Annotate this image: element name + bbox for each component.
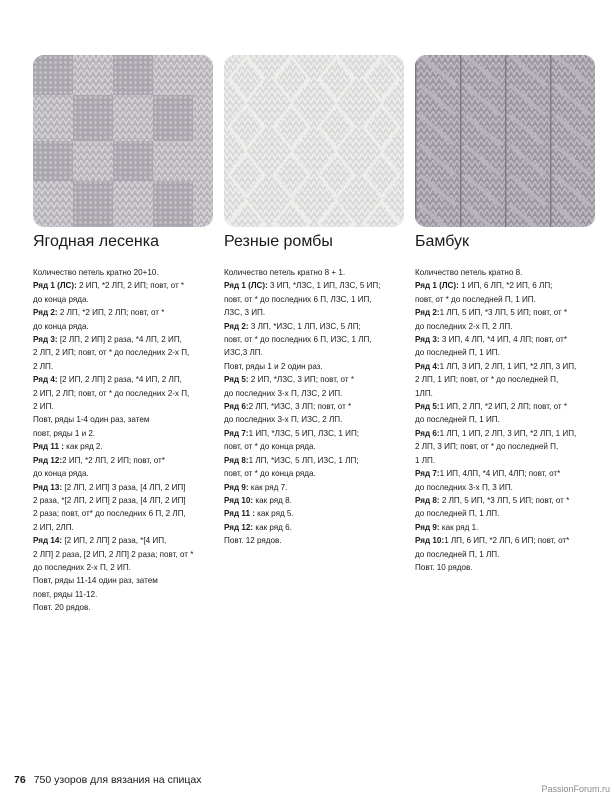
instruction-line [415, 440, 605, 453]
row-label: Ряд 8: [415, 495, 440, 505]
row-text: 1 ИП, 2 ЛП, *2 ИП, 2 ЛП; повт, от * [439, 402, 568, 412]
pattern-title: Ягодная лесенка [33, 233, 159, 250]
row-label: Ряд 1 (ЛС): [224, 281, 268, 291]
row-text: 2 ЛП, *ИЗС, 3 ЛП; повт, от * [248, 402, 352, 412]
row-label: Ряд 1 (ЛС): [415, 281, 459, 291]
swatch-photo-carved-diamonds [224, 55, 404, 227]
row-text: ЛЗС, 3 ИП. [224, 308, 266, 318]
row-text: 3 ЛП, *ИЗС, 1 ЛП, ИЗС, 5 ЛП; [248, 321, 361, 331]
instruction-line [33, 440, 223, 453]
instruction-line [224, 293, 414, 306]
instruction-line [224, 507, 414, 520]
row-text: [2 ИП, 2 ЛП] 2 раза, *[4 ИП, [62, 536, 167, 546]
row-text: 1 ЛП. [415, 455, 436, 465]
instruction-line [33, 293, 223, 306]
row-text: как ряд 2. [63, 442, 103, 452]
instruction-line [33, 427, 223, 440]
row-text: 1 ИП, 4ЛП, *4 ИП, 4ЛП; повт, от* [439, 469, 561, 479]
row-label: Ряд 11 : [224, 509, 255, 519]
instruction-line [224, 481, 414, 494]
row-text: как ряд 5. [254, 509, 294, 519]
instruction-line [224, 306, 414, 319]
row-text: как ряд 7. [248, 482, 288, 492]
instruction-line [224, 521, 414, 534]
row-text: как ряд 1. [439, 522, 479, 532]
row-label: Ряд 3: [33, 335, 58, 345]
row-label: Ряд 2: [415, 308, 440, 318]
row-text: повт, от * до конца ряда. [224, 442, 316, 452]
row-label: Ряд 4: [33, 375, 58, 385]
row-text: 1 ИП, 6 ЛП, *2 ИП, 6 ЛП; [458, 281, 553, 291]
row-text: повт, от * до последних 6 П, ЛЗС, 1 ИП, [224, 294, 372, 304]
row-label: Ряд 5: [224, 375, 249, 385]
row-text: Повт, ряды 1-4 один раз, затем [33, 415, 150, 425]
row-text: 2 ЛП, 3 ИП; повт, от * до последней П, [415, 442, 559, 452]
row-text: 2 раза; повт, от* до последних 6 П, 2 ЛП, [33, 509, 186, 519]
row-text: 1 ЛП, 3 ИП, 2 ЛП, 1 ИП, *2 ЛП, 3 ИП, [439, 361, 577, 371]
row-label: Ряд 6: [415, 428, 440, 438]
instruction-line [224, 494, 414, 507]
instruction-line [224, 320, 414, 333]
swatch-photo-bamboo [415, 55, 595, 227]
row-text: 2 ИП, 2 ЛП; повт, от * до последних 2-х П, [33, 388, 190, 398]
row-text: Повт, ряды 1 и 2 один раз. [224, 361, 323, 371]
row-label: Ряд 8: [224, 455, 249, 465]
page-number: 76 [14, 774, 26, 786]
instruction-line [224, 360, 414, 373]
pattern-instructions [415, 266, 605, 574]
book-title: 750 узоров для вязания на спицах [33, 774, 202, 786]
instruction-line [33, 481, 223, 494]
instruction-line [33, 413, 223, 426]
instruction-line [33, 534, 223, 547]
row-label: Ряд 5: [415, 402, 440, 412]
row-text: Количество петель кратно 8 + 1. [224, 268, 346, 277]
row-label: Ряд 12: [33, 455, 63, 465]
instruction-line [33, 507, 223, 520]
instruction-line [224, 454, 414, 467]
row-text: 1 ЛП, *ИЗС, 5 ЛП, ИЗС, 1 ЛП; [248, 455, 359, 465]
instruction-line [415, 534, 605, 547]
instruction-line [33, 574, 223, 587]
instruction-line [224, 440, 414, 453]
row-text: 1 ЛП, 6 ИП, *2 ЛП, 6 ИП; повт, от* [444, 536, 570, 546]
instruction-line [415, 400, 605, 413]
row-text: до последней П, 1 ЛП. [415, 549, 500, 559]
row-text: повт, ряды 11-12. [33, 589, 98, 599]
row-text: [2 ЛП, 2 ИП] 2 раза, *4 ЛП, 2 ИП, [57, 335, 182, 345]
instruction-line [415, 320, 605, 333]
row-text: [2 ЛП, 2 ИП] 3 раза, [4 ЛП, 2 ИП] [62, 482, 186, 492]
row-text: до конца ряда. [33, 321, 89, 331]
instruction-line [33, 454, 223, 467]
row-text: как ряд 6. [253, 522, 292, 532]
row-text: 2 ИП, *2 ЛП, 2 ИП; повт, от * [76, 281, 185, 291]
row-text: 2 ЛП, 1 ИП; повт, от * до последней П, [415, 375, 559, 385]
instruction-line [415, 387, 605, 400]
instruction-line [33, 320, 223, 333]
row-text: [2 ИП, 2 ЛП] 2 раза, *4 ИП, 2 ЛП, [57, 375, 182, 385]
instruction-line [33, 373, 223, 386]
instruction-line [415, 561, 605, 574]
row-text: до последних 3-х П, ИЗС, 2 ЛП. [224, 415, 343, 425]
instruction-line [224, 413, 414, 426]
instruction-line [415, 481, 605, 494]
row-text: 2 ЛП, 2 ИП; повт, от * до последних 2-х П, [33, 348, 190, 358]
row-text: 2 ИП, *2 ЛП, 2 ИП; повт, от* [62, 455, 165, 465]
watermark: PassionForum.ru [541, 784, 610, 794]
instruction-line [224, 387, 414, 400]
pattern-instructions [224, 266, 414, 548]
row-text: Повт, ряды 11-14 один раз, затем [33, 576, 158, 586]
row-text: 2 ИП, 2ЛП. [33, 522, 74, 532]
instruction-line [415, 427, 605, 440]
row-text: ИЗС,3 ЛП. [224, 348, 263, 358]
instruction-line [33, 306, 223, 319]
instruction-line [415, 333, 605, 346]
row-label: Ряд 2: [224, 321, 249, 331]
row-label: Ряд 9: [415, 522, 440, 532]
row-text: до последней П, 1 ЛП. [415, 509, 500, 519]
instruction-line [33, 333, 223, 346]
row-label: Ряд 9: [224, 482, 249, 492]
instruction-line [415, 454, 605, 467]
row-text: как ряд 8. [253, 495, 292, 505]
row-text: 2 ЛП. [33, 361, 54, 371]
instruction-line [33, 548, 223, 561]
instruction-line [224, 279, 414, 292]
instruction-line [224, 346, 414, 359]
instruction-line [415, 521, 605, 534]
instruction-line [415, 266, 605, 279]
instruction-line [415, 293, 605, 306]
row-text: 1ЛП. [415, 388, 433, 398]
instruction-line [415, 494, 605, 507]
row-label: Ряд 4: [415, 361, 440, 371]
row-label: Ряд 10: [224, 495, 254, 505]
row-label: Ряд 12: [224, 522, 254, 532]
row-label: Ряд 2: [33, 308, 58, 318]
row-text: до последней П, 1 ИП. [415, 348, 500, 358]
row-text: 2 ЛП] 2 раза, [2 ИП, 2 ЛП] 2 раза; повт, от * [33, 549, 194, 559]
instruction-line [33, 400, 223, 413]
instruction-line [224, 534, 414, 547]
instruction-line [33, 387, 223, 400]
row-text: 2 ЛП, 5 ИП, *3 ЛП, 5 ИП; повт, от * [439, 495, 570, 505]
row-label: Ряд 7: [415, 469, 440, 479]
instruction-line [415, 413, 605, 426]
row-text: 3 ИП, *ЛЗС, 1 ИП, ЛЗС, 5 ИП; [267, 281, 381, 291]
row-label: Ряд 10: [415, 536, 445, 546]
instruction-line [33, 279, 223, 292]
row-text: повт, ряды 1 и 2. [33, 428, 96, 438]
instruction-line [224, 400, 414, 413]
row-text: 2 ИП, *ЛЗС, 3 ИП; повт, от * [248, 375, 354, 385]
pattern-column-berry-ladder [33, 232, 223, 615]
row-text: повт, от * до конца ряда. [224, 469, 316, 479]
row-text: повт, от * до последней П, 1 ИП. [415, 294, 536, 304]
row-text: 2 ИП. [33, 402, 54, 412]
instruction-line [415, 346, 605, 359]
instruction-line [33, 601, 223, 614]
instruction-line [224, 266, 414, 279]
row-text: 2 ЛП, *2 ИП, 2 ЛП; повт, от * [57, 308, 165, 318]
row-text: до последних 2-х П, 2 ЛП. [415, 321, 513, 331]
instruction-line [33, 494, 223, 507]
row-text: до последних 2-х П, 2 ИП. [33, 562, 131, 572]
pattern-instructions [33, 266, 223, 615]
row-label: Ряд 11 : [33, 442, 64, 452]
instruction-line [415, 360, 605, 373]
page-footer [14, 774, 201, 786]
pattern-title: Резные ромбы [224, 233, 333, 250]
row-text: 3 ИП, 4 ЛП, *4 ИП, 4 ЛП; повт, от* [439, 335, 568, 345]
pattern-column-bamboo [415, 232, 605, 574]
row-text: до конца ряда. [33, 469, 89, 479]
row-label: Ряд 14: [33, 536, 63, 546]
instruction-line [33, 561, 223, 574]
row-text: 1 ИП, *ЛЗС, 5 ИП, ЛЗС, 1 ИП; [248, 428, 360, 438]
instruction-line [33, 360, 223, 373]
row-text: до последней П, 1 ИП. [415, 415, 500, 425]
row-text: до последних 3-х П, 3 ИП. [415, 482, 513, 492]
row-text: повт, от * до последних 6 П, ИЗС, 1 ЛП, [224, 335, 372, 345]
instruction-line [415, 306, 605, 319]
instruction-line [415, 467, 605, 480]
instruction-line [224, 373, 414, 386]
row-label: Ряд 1 (ЛС): [33, 281, 77, 291]
instruction-line [33, 346, 223, 359]
row-text: до последних 3-х П, ЛЗС, 2 ИП. [224, 388, 343, 398]
instruction-line [33, 467, 223, 480]
instruction-line [415, 548, 605, 561]
row-label: Ряд 3: [415, 335, 440, 345]
instruction-line [33, 588, 223, 601]
row-text: до конца ряда. [33, 294, 89, 304]
row-text: Повт. 10 рядов. [415, 562, 473, 572]
instruction-line [415, 279, 605, 292]
swatch-photo-berry-ladder [33, 55, 213, 227]
row-text: 2 раза, *[2 ЛП, 2 ИП] 2 раза, [4 ЛП, 2 ИП] [33, 495, 186, 505]
instruction-line [33, 266, 223, 279]
instruction-line [224, 333, 414, 346]
instruction-line [415, 373, 605, 386]
row-label: Ряд 6: [224, 402, 249, 412]
pattern-column-carved-diamonds [224, 232, 414, 548]
row-text: 1 ЛП, 5 ИП, *3 ЛП, 5 ИП; повт, от * [439, 308, 568, 318]
row-text: Повт. 12 рядов. [224, 536, 282, 546]
row-label: Ряд 7: [224, 428, 249, 438]
row-label: Ряд 13: [33, 482, 63, 492]
instruction-line [33, 521, 223, 534]
instruction-line [224, 427, 414, 440]
instruction-line [224, 467, 414, 480]
row-text: 1 ЛП, 1 ИП, 2 ЛП, 3 ИП, *2 ЛП, 1 ИП, [439, 428, 577, 438]
row-text: Количество петель кратно 20+10. [33, 268, 159, 277]
pattern-title: Бамбук [415, 233, 470, 250]
row-text: Количество петель кратно 8. [415, 268, 523, 277]
row-text: Повт. 20 рядов. [33, 603, 91, 613]
instruction-line [415, 507, 605, 520]
